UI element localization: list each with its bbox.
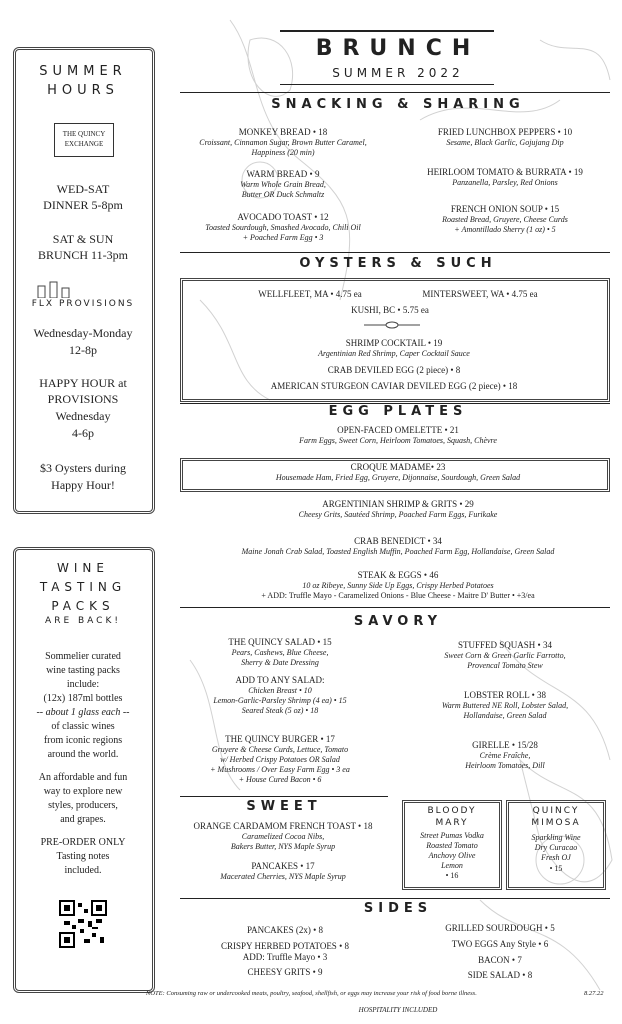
prov-days: Wednesday-Monday <box>33 326 133 340</box>
girelle-desc1: Crème Fraîche, <box>479 751 531 760</box>
onion-soup-desc2: + Amontillado Sherry (1 oz) • 5 <box>454 225 556 234</box>
side-truffle: ADD: Truffle Mayo • 3 <box>242 952 328 962</box>
onion-soup-desc1: Roasted Bread, Gruyere, Cheese Curds <box>442 215 568 224</box>
caviar-deviled-egg: AMERICAN STURGEON CAVIAR DEVILED EGG (2 piece) • 18 <box>270 381 518 391</box>
wine-p5: -- about 1 glass each -- <box>36 707 130 718</box>
quincy-salad-desc2: Sherry & Date Dressing <box>241 658 319 667</box>
quincy-exchange-logo <box>54 123 114 157</box>
wine-q4: and grapes. <box>60 814 106 825</box>
quincy-burger-desc2: w/ Herbed Crispy Potatoes OR Salad <box>220 755 340 764</box>
page-subtitle: SUMMER 2022 <box>332 66 464 80</box>
kushi: KUSHI, BC • 5.75 ea <box>351 305 429 315</box>
footer-date: 8.27.22 <box>584 990 604 997</box>
wine-r3: included. <box>64 865 102 876</box>
stuffed-squash-desc2: Provencal Tomato Stew <box>467 661 543 670</box>
wine-p3: include: <box>66 679 100 690</box>
add-salad-1: Chicken Breast • 10 <box>248 686 312 695</box>
dinner-hours: DINNER 5-8pm <box>43 198 123 212</box>
monkey-bread-desc2: Happiness (20 min) <box>251 148 315 157</box>
quincy-salad-desc1: Pears, Cashews, Blue Cheese, <box>231 648 329 657</box>
mimosa-title-2: MIMOSA <box>531 818 581 828</box>
wine-q2: way to explore new <box>43 786 123 797</box>
qr-code[interactable] <box>59 900 107 948</box>
bloody-desc4: Lemon <box>441 861 463 870</box>
lobster-roll-desc1: Warm Buttered NE Roll, Lobster Salad, <box>441 701 569 710</box>
section-snacking: SNACKING & SHARING <box>271 97 525 112</box>
mimosa-price: • 15 <box>549 864 563 873</box>
logo2-text: FLX PROVISIONS <box>31 299 135 309</box>
side-potatoes: CRISPY HERBED POTATOES • 8 <box>221 941 349 951</box>
wine-title-4: ARE BACK! <box>45 616 121 626</box>
onion-soup-name: FRENCH ONION SOUP • 15 <box>450 204 560 214</box>
girelle-name: GIRELLE • 15/28 <box>472 740 538 750</box>
french-toast-name: ORANGE CARDAMOM FRENCH TOAST • 18 <box>193 821 373 831</box>
crab-deviled-egg: CRAB DEVILED EGG (2 piece) • 8 <box>327 365 461 375</box>
oyster-promo-1: $3 Oysters during <box>40 461 126 475</box>
section-sweet: SWEET <box>246 799 322 814</box>
girelle-desc2: Heirloom Tomatoes, Dill <box>465 761 545 770</box>
mimosa-title-1: QUINCY <box>532 806 580 816</box>
avocado-toast-desc1: Toasted Sourdough, Smashed Avocado, Chili Oil <box>205 223 361 232</box>
quincy-burger-desc3: + Mushrooms / Over Easy Farm Egg • 3 ea <box>210 765 350 774</box>
lobster-roll-desc2: Hollandaise, Green Salad <box>463 711 547 720</box>
crab-benedict-name: CRAB BENEDICT • 34 <box>354 536 442 546</box>
bloody-title-1: BLOODY <box>427 806 477 816</box>
heirloom-tomato-desc: Panzanella, Parsley, Red Onions <box>452 178 558 187</box>
logo1-line2: EXCHANGE <box>64 140 104 148</box>
omelette-desc: Farm Eggs, Sweet Corn, Heirloom Tomatoes, Squash, Chèvre <box>299 436 497 445</box>
wine-q1: An affordable and fun <box>38 772 128 783</box>
shrimp-cocktail-desc: Argentinian Red Shrimp, Caper Cocktail Sauce <box>318 349 470 358</box>
oyster-promo-2: Happy Hour! <box>51 478 115 492</box>
mintersweet: MINTERSWEET, WA • 4.75 ea <box>422 289 538 299</box>
happy-hour-2: PROVISIONS <box>47 392 119 406</box>
wine-title-3: PACKS <box>51 599 115 613</box>
bloody-title-2: MARY <box>435 818 469 828</box>
bottles-icon <box>36 280 76 298</box>
happy-hour-4: 4-6p <box>72 426 94 440</box>
quincy-burger-name: THE QUINCY BURGER • 17 <box>225 734 335 744</box>
wine-p8: around the world. <box>47 749 119 760</box>
lobster-roll-name: LOBSTER ROLL • 38 <box>463 690 547 700</box>
side-two-eggs: TWO EGGS Any Style • 6 <box>451 939 549 949</box>
flx-provisions-logo <box>28 280 138 310</box>
hours-title-2: HOURS <box>47 83 119 98</box>
monkey-bread-desc1: Croissant, Cinnamon Sugar, Brown Butter Caramel, <box>199 138 367 147</box>
brunch-hours: BRUNCH 11-3pm <box>38 248 128 262</box>
shrimp-grits-desc: Cheesy Grits, Sautéed Shrimp, Poached Farm Eggs, Furikake <box>298 510 498 519</box>
wellfleet: WELLFLEET, MA • 4.75 ea <box>258 289 362 299</box>
side-pancakes: PANCAKES (2x) • 8 <box>246 925 324 935</box>
bloody-desc1: Street Pumas Vodka <box>420 831 484 840</box>
bloody-desc3: Anchovy Olive <box>428 851 476 860</box>
pancakes-name: PANCAKES • 17 <box>251 861 315 871</box>
fried-peppers-desc: Sesame, Black Garlic, Gojujang Dip <box>446 138 564 147</box>
side-grits: CHEESY GRITS • 9 <box>247 967 323 977</box>
footer-hospitality: HOSPITALITY INCLUDED <box>358 1006 438 1014</box>
croque-desc: Housemade Ham, Fried Egg, Gruyere, Dijonnaise, Sourdough, Green Salad <box>275 473 521 482</box>
french-toast-desc2: Bakers Butter, NYS Maple Syrup <box>230 842 336 851</box>
wed-sat: WED-SAT <box>56 182 110 196</box>
warm-bread-desc2: Butter OR Duck Schmaltz <box>241 190 325 199</box>
stuffed-squash-name: STUFFED SQUASH • 34 <box>458 640 552 650</box>
wine-p6: of classic wines <box>51 721 115 732</box>
croque-name: CROQUE MADAME• 23 <box>350 462 446 472</box>
mimosa-desc2: Dry Curacao <box>534 843 578 852</box>
wine-r1: PRE-ORDER ONLY <box>40 837 126 848</box>
bloody-desc2: Roasted Tomato <box>426 841 478 850</box>
wine-title-1: WINE <box>57 561 109 575</box>
section-oysters: OYSTERS & SUCH <box>299 256 497 271</box>
section-sides: SIDES <box>363 901 433 916</box>
prov-hours: 12-8p <box>69 343 97 357</box>
steak-eggs-desc1: 10 oz Ribeye, Sunny Side Up Eggs, Crispy Herbed Potatoes <box>302 581 494 590</box>
pancakes-desc: Macerated Cherries, NYS Maple Syrup <box>220 872 346 881</box>
warm-bread-name: WARM BREAD • 9 <box>246 169 320 179</box>
add-salad-2: Lemon-Garlic-Parsley Shrimp (4 ea) • 15 <box>213 696 347 705</box>
shrimp-cocktail-name: SHRIMP COCKTAIL • 19 <box>345 338 443 348</box>
steak-eggs-desc2: + ADD: Truffle Mayo - Caramelized Onions - Blue Cheese - Maitre D' Butter • +3/ea <box>261 591 535 600</box>
avocado-toast-desc2: + Poached Farm Egg • 3 <box>242 233 324 242</box>
ornament-divider <box>362 320 422 330</box>
section-savory: SAVORY <box>353 614 443 629</box>
happy-hour-3: Wednesday <box>55 409 111 423</box>
avocado-toast-name: AVOCADO TOAST • 12 <box>237 212 329 222</box>
wine-q3: styles, producers, <box>48 800 118 811</box>
mimosa-desc1: Sparkling Wine <box>531 833 581 842</box>
french-toast-desc1: Caramelized Cocoa Nibs, <box>241 832 325 841</box>
add-salad-3: Seared Steak (5 oz) • 18 <box>241 706 319 715</box>
quincy-burger-desc4: + House Cured Bacon • 6 <box>238 775 322 784</box>
logo1-line1: THE QUINCY <box>62 130 106 138</box>
wine-p1: Sommelier curated <box>45 651 121 662</box>
warm-bread-desc1: Warm Whole Grain Bread, <box>240 180 326 189</box>
add-salad-title: ADD TO ANY SALAD: <box>235 675 325 685</box>
omelette-name: OPEN-FACED OMELETTE • 21 <box>337 425 459 435</box>
side-bacon: BACON • 7 <box>478 955 522 965</box>
crab-benedict-desc: Maine Jonah Crab Salad, Toasted English Muffin, Poached Farm Egg, Hollandaise, Green Salad <box>241 547 555 556</box>
shrimp-grits-name: ARGENTINIAN SHRIMP & GRITS • 29 <box>322 499 474 509</box>
bloody-price: • 16 <box>445 871 459 880</box>
wine-p2: wine tasting packs <box>46 665 120 676</box>
quincy-burger-desc1: Gruyere & Cheese Curds, Lettuce, Tomato <box>211 745 349 754</box>
happy-hour-1: HAPPY HOUR at <box>39 376 127 390</box>
section-eggs: EGG PLATES <box>328 404 468 419</box>
wine-title-2: TASTING <box>39 580 127 594</box>
monkey-bread-name: MONKEY BREAD • 18 <box>238 127 328 137</box>
wine-r2: Tasting notes <box>56 851 110 862</box>
steak-eggs-name: STEAK & EGGS • 46 <box>357 570 439 580</box>
sat-sun: SAT & SUN <box>52 232 114 246</box>
mimosa-desc3: Fresh OJ <box>541 853 571 862</box>
footer-note: NOTE: Consuming raw or undercooked meats, poultry, seafood, shellfish, or eggs may increase your risk of food borne illness. <box>146 990 477 997</box>
side-salad: SIDE SALAD • 8 <box>467 970 533 980</box>
fried-peppers-name: FRIED LUNCHBOX PEPPERS • 10 <box>437 127 573 137</box>
stuffed-squash-desc1: Sweet Corn & Green Garlic Farrotto, <box>444 651 566 660</box>
hours-title-1: SUMMER <box>39 64 127 79</box>
wine-p4: (12x) 187ml bottles <box>43 693 123 704</box>
wine-p7: from iconic regions <box>43 735 123 746</box>
heirloom-tomato-name: HEIRLOOM TOMATO & BURRATA • 19 <box>427 167 583 177</box>
page-title: BRUNCH <box>315 36 481 61</box>
side-sourdough: GRILLED SOURDOUGH • 5 <box>445 923 555 933</box>
quincy-salad-name: THE QUINCY SALAD • 15 <box>228 637 332 647</box>
